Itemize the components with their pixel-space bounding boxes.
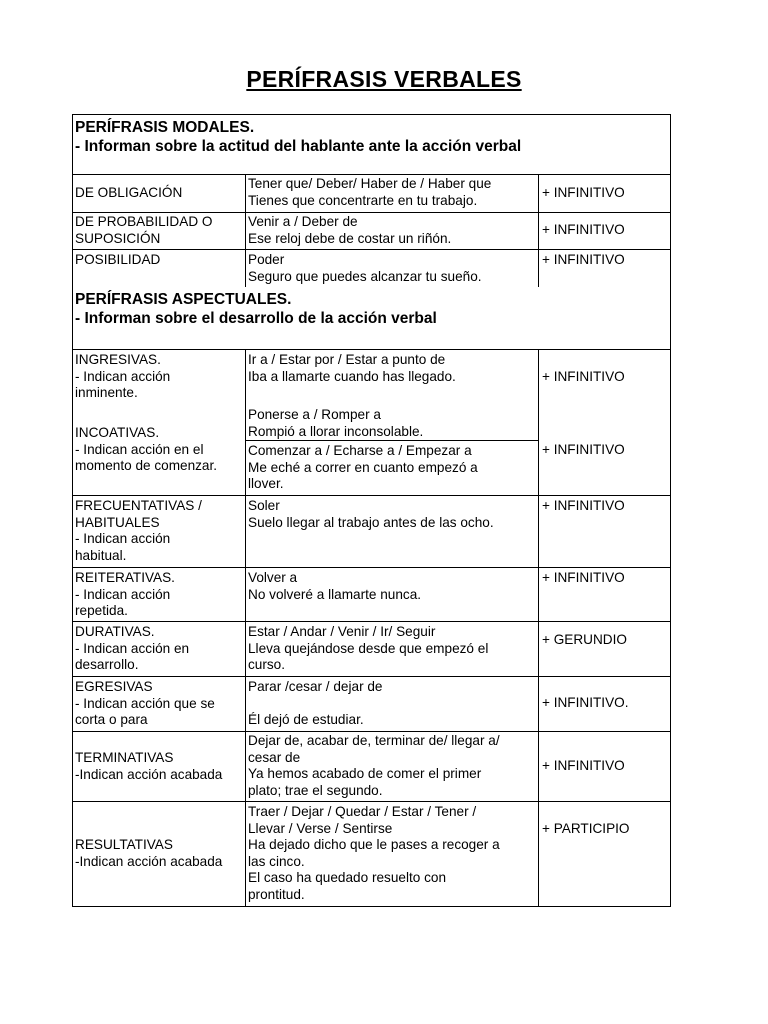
example-cell: Ir a / Estar por / Estar a punto de Iba a llamarte cuando has llegado. xyxy=(248,352,456,384)
type-cell: EGRESIVAS - Indican acción que se corta o para xyxy=(75,679,215,727)
divider xyxy=(245,174,246,287)
type-cell: RESULTATIVAS -Indican acción acabada xyxy=(75,837,223,869)
divider xyxy=(72,174,671,175)
form-cell: + INFINITIVO xyxy=(542,498,625,513)
type-cell: POSIBILIDAD xyxy=(75,252,161,267)
divider xyxy=(72,731,671,732)
form-cell: + PARTICIPIO xyxy=(542,821,630,836)
type-cell: TERMINATIVAS -Indican acción acabada xyxy=(75,750,223,782)
form-cell: + INFINITIVO xyxy=(542,442,625,457)
divider xyxy=(72,212,671,213)
form-cell: + INFINITIVO xyxy=(542,570,625,585)
example-cell: Tener que/ Deber/ Haber de / Haber que Tienes que concentrarte en tu trabajo. xyxy=(248,176,492,208)
form-cell: + INFINITIVO xyxy=(542,185,625,200)
form-cell: + INFINITIVO xyxy=(542,222,625,237)
section-header-aspectuales: PERÍFRASIS ASPECTUALES. - Informan sobre el desarrollo de la acción verbal xyxy=(75,291,437,327)
type-cell: REITERATIVAS. - Indican acción repetida. xyxy=(75,570,175,618)
example-cell: Venir a / Deber de Ese reloj debe de costar un riñón. xyxy=(248,214,452,246)
form-cell: + INFINITIVO xyxy=(542,369,625,384)
example-cell: Traer / Dejar / Quedar / Estar / Tener / Llevar / Verse / Sentirse Ha dejado dicho que le pases a recoger a las cinco. El caso ha quedado resuelto con prontitud. xyxy=(248,804,500,902)
form-cell: + GERUNDIO xyxy=(542,632,627,647)
example-cell: Soler Suelo llegar al trabajo antes de las ocho. xyxy=(248,498,494,530)
divider xyxy=(538,174,539,287)
page-title: PERÍFRASIS VERBALES xyxy=(246,66,522,92)
divider xyxy=(72,621,671,622)
form-cell: + INFINITIVO xyxy=(542,758,625,773)
divider xyxy=(538,349,539,907)
type-cell: DURATIVAS. - Indican acción en desarrollo. xyxy=(75,624,190,672)
divider xyxy=(72,567,671,568)
divider xyxy=(72,349,671,350)
divider xyxy=(245,349,246,907)
divider xyxy=(72,801,671,802)
example-cell: Parar /cesar / dejar de Él dejó de estudiar. xyxy=(248,679,383,727)
type-cell: FRECUENTATIVAS / HABITUALES - Indican acción habitual. xyxy=(75,498,202,563)
example-cell: Ponerse a / Romper a Rompió a llorar inconsolable. xyxy=(248,407,424,439)
type-cell: INGRESIVAS. - Indican acción inminente. xyxy=(75,352,171,400)
divider xyxy=(72,495,671,496)
section-header-modales: PERÍFRASIS MODALES. - Informan sobre la actitud del hablante ante la acción verbal xyxy=(75,119,522,155)
example-cell: Volver a No volveré a llamarte nunca. xyxy=(248,570,422,602)
example-cell: Comenzar a / Echarse a / Empezar a Me eché a correr en cuanto empezó a llover. xyxy=(248,443,478,491)
divider xyxy=(72,676,671,677)
type-cell: INCOATIVAS. - Indican acción en el momento de comenzar. xyxy=(75,425,218,473)
form-cell: + INFINITIVO. xyxy=(542,695,629,710)
example-cell: Poder Seguro que puedes alcanzar tu sueño. xyxy=(248,252,482,284)
example-cell: Estar / Andar / Venir / Ir/ Seguir Lleva quejándose desde que empezó el curso. xyxy=(248,624,489,672)
form-cell: + INFINITIVO xyxy=(542,252,625,267)
divider xyxy=(72,249,671,250)
type-cell: DE PROBABILIDAD O SUPOSICIÓN xyxy=(75,214,213,246)
example-cell: Dejar de, acabar de, terminar de/ llegar a/ cesar de Ya hemos acabado de comer el primer plato; trae el segundo. xyxy=(248,733,500,798)
type-cell: DE OBLIGACIÓN xyxy=(75,185,183,200)
divider xyxy=(245,440,539,441)
